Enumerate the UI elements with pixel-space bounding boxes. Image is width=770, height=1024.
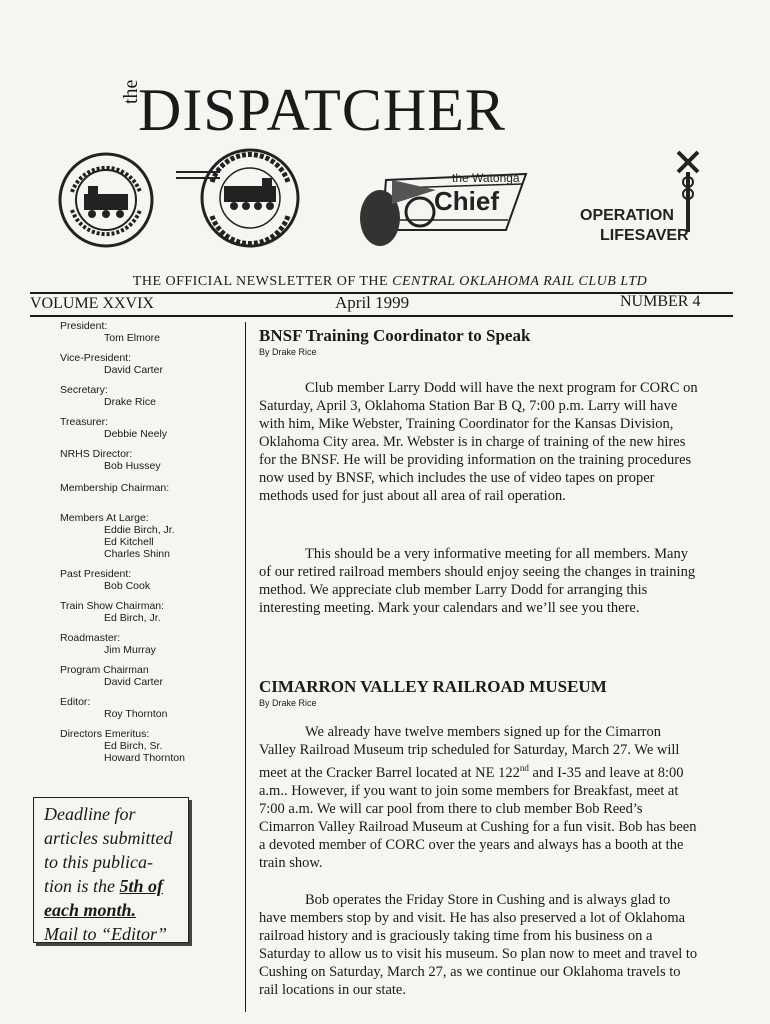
officer-entry: [60, 416, 240, 440]
issue-volume: VOLUME XXVIX: [30, 295, 154, 312]
officer-name: Bob Hussey: [104, 460, 161, 472]
masthead-the: the: [120, 79, 142, 104]
chief-small-text: the Watonga: [452, 171, 520, 185]
officer-name: Ed Birch, Sr.: [104, 740, 163, 752]
ol-line2: LIFESAVER: [600, 227, 689, 244]
officer-entry: [60, 600, 240, 624]
officer-entry: [60, 568, 240, 592]
issue-date: April 1999: [335, 293, 410, 312]
officer-name: Drake Rice: [104, 396, 156, 408]
watonga-chief-logo: [356, 160, 532, 256]
article-byline: By Drake Rice: [259, 698, 317, 708]
officer-title: NRHS Director:: [60, 448, 133, 460]
newsletter-tagline: [60, 274, 720, 290]
tagline-club: CENTRAL OKLAHOMA RAIL CLUB LTD: [392, 274, 648, 289]
issue-number: NUMBER 4: [620, 293, 701, 310]
officer-entry: [60, 384, 240, 408]
deadline-line: Deadline for: [44, 804, 136, 824]
officer-name: Charles Shinn: [104, 548, 170, 560]
deadline-line: articles submitted: [44, 828, 173, 848]
officer-name: Howard Thornton: [104, 752, 185, 764]
officer-name: Roy Thornton: [104, 708, 168, 720]
tagline-prefix: THE OFFICIAL NEWSLETTER OF THE: [132, 274, 393, 289]
officer-entry: [60, 512, 240, 560]
officer-title: President:: [60, 320, 108, 332]
paragraph-text: We already have twelve members signed up for the Cimarron Valley Railroad Museum trip scheduled for Saturday, March 27. We will meet at the Cracker Barrel located at NE 122: [259, 724, 680, 781]
operation-lifesaver-logo: [580, 150, 708, 250]
masthead-title: DISPATCHER: [138, 77, 506, 143]
officer-name: David Carter: [104, 676, 163, 688]
ordinal-suffix: nd: [519, 763, 529, 773]
officer-title: Vice-President:: [60, 352, 132, 364]
officer-title: Train Show Chairman:: [60, 600, 165, 612]
article-paragraph: This should be a very informative meeting for all members. Many of our retired railroad members should enjoy seeing the changes in training method. We appreciate club member Larry Dodd for arranging this interesting meeting. Mark your calendars and we’ll see you there.: [259, 546, 696, 616]
deadline-line: [44, 898, 178, 922]
chief-big-text: Chief: [434, 186, 499, 216]
header-rule-bottom: [30, 315, 733, 317]
deadline-month: each month.: [44, 900, 137, 920]
deadline-line: [44, 874, 178, 898]
article-headline: CIMARRON VALLEY RAILROAD MUSEUM: [259, 677, 607, 696]
officer-title: Editor:: [60, 696, 91, 708]
nrhs-logo: [58, 152, 154, 248]
officer-name: Ed Kitchell: [104, 536, 154, 548]
deadline-line: to this publica-: [44, 852, 153, 872]
deadline-box: [33, 797, 189, 943]
article-paragraph: Club member Larry Dodd will have the next program for CORC on Saturday, April 3, Oklahoma Station Bar B Q, 7:00 p.m. Larry will have with him, Mike Webster, Training Coordinator for the Kansas Division, Oklahoma City area. Mr. Webster is in charge of training of the new hires for the BNSF. He will be providing information on the training procedures now used by BNSF, which includes the use of video tapes on proper methods used for just about all area of rail operation.: [259, 380, 698, 504]
officer-name: Eddie Birch, Jr.: [104, 524, 175, 536]
officer-name: Tom Elmore: [104, 332, 161, 344]
article-headline: BNSF Training Coordinator to Speak: [259, 326, 531, 345]
officer-name: Bob Cook: [104, 580, 151, 592]
officer-name: Jim Murray: [104, 644, 156, 656]
officer-name: David Carter: [104, 364, 163, 376]
officer-title: Membership Chairman:: [60, 482, 170, 494]
paragraph-text: and I-35 and leave at 8:00 a.m.. However, if you want to join some members for Breakfast, meet at 7:00 a.m. We will car pool from there to club member Bob Reed’s Cimarron Valley Railroad Museum at Cushing for a fun visit. Bob has been a devoted member of CORC over the years and always has a booth at the train show.: [259, 764, 697, 871]
officer-name: Ed Birch, Jr.: [104, 612, 161, 624]
deadline-line: Mail to “Editor”: [44, 924, 168, 944]
officer-entry: [60, 632, 240, 656]
corc-logo: [172, 142, 302, 250]
article-byline: By Drake Rice: [259, 347, 317, 357]
officer-title: Members At Large:: [60, 512, 149, 524]
column-divider: [245, 322, 246, 1012]
article-paragraph: Bob operates the Friday Store in Cushing and is always glad to have members stop by and visit. He has also preserved a lot of Oklahoma railroad history and is graciously taking time from his business on a Saturday to allow us to visit his museum. So plan now to meet and travel to Cushing on Saturday, March 27, as we continue our Oklahoma travels to rail locations in our state.: [259, 892, 698, 998]
deadline-text: tion is the: [44, 876, 120, 896]
officer-entry: [60, 482, 240, 494]
officer-title: Treasurer:: [60, 416, 109, 428]
officer-title: Program Chairman: [60, 664, 149, 676]
ol-line1: OPERATION: [580, 207, 674, 224]
officer-entry: [60, 728, 240, 764]
officer-title: Roadmaster:: [60, 632, 121, 644]
officer-name: Debbie Neely: [104, 428, 168, 440]
officer-entry: [60, 320, 240, 344]
article-paragraph: [259, 723, 699, 872]
officer-title: Past President:: [60, 568, 132, 580]
deadline-day: 5th of: [119, 876, 164, 896]
officer-entry: [60, 352, 240, 376]
officers-sidebar: [60, 320, 240, 764]
officer-title: Directors Emeritus:: [60, 728, 150, 740]
officer-title: Secretary:: [60, 384, 108, 396]
officer-entry: [60, 448, 240, 472]
officer-entry: [60, 664, 240, 688]
officer-entry: [60, 696, 240, 720]
